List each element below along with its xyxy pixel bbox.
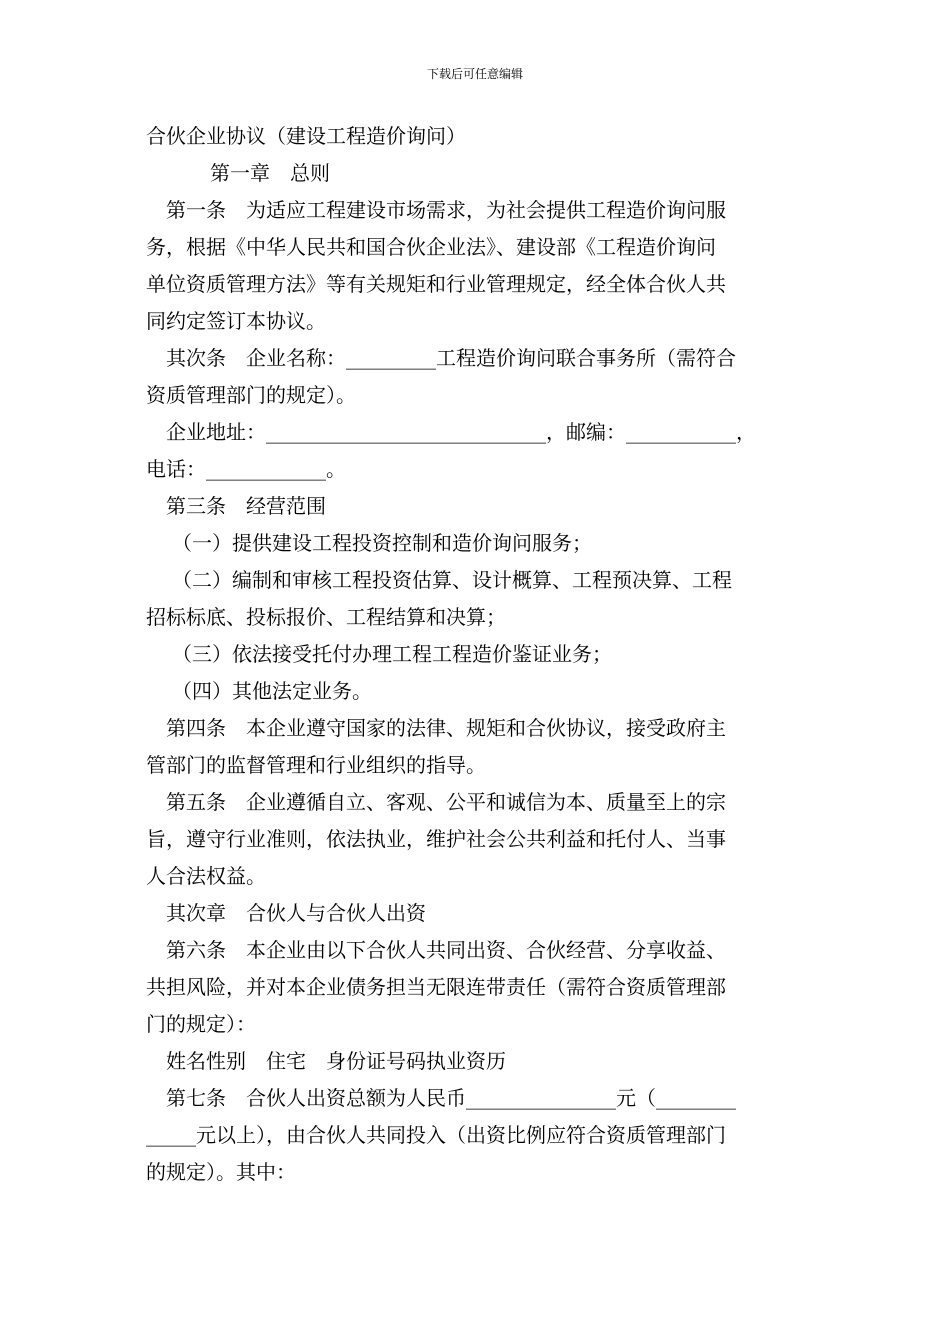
paragraph-line: 招标标底、投标报价、工程结算和决算；	[146, 605, 506, 629]
paragraph-line: 管部门的监督管理和行业组织的指导。	[146, 753, 486, 777]
paragraph-line: 电话：____________。	[146, 457, 346, 481]
paragraph-line: 的规定）。其中：	[146, 1160, 296, 1184]
paragraph-line: 其次条 企业名称：_________工程造价询问联合事务所（需符合	[166, 346, 736, 370]
paragraph-line: _____元以上），由合伙人共同投入（出资比例应符合资质管理部门	[146, 1123, 726, 1147]
paragraph-line: 第六条 本企业由以下合伙人共同出资、合伙经营、分享收益、	[166, 938, 726, 962]
page-header: 下载后可任意编辑	[426, 67, 523, 81]
list-item: （三）依法接受托付办理工程工程造价鉴证业务；	[172, 642, 612, 666]
paragraph-line: 人合法权益。	[146, 864, 266, 888]
document-body	[146, 118, 810, 1191]
paragraph-line: 务，根据《中华人民共和国合伙企业法》、建设部《工程造价询问	[146, 235, 716, 259]
paragraph-line: 企业地址：____________________________，邮编：___________，	[166, 420, 756, 444]
paragraph-line: 共担风险，并对本企业债务担当无限连带责任（需符合资质管理部	[146, 975, 726, 999]
paragraph-line: 第四条 本企业遵守国家的法律、规矩和合伙协议，接受政府主	[166, 716, 726, 740]
paragraph-line: 门的规定）：	[146, 1012, 256, 1036]
paragraph-line: 旨，遵守行业准则，依法执业，维护社会公共利益和托付人、当事	[146, 827, 726, 851]
paragraph-line: 第五条 企业遵循自立、客观、公平和诚信为本、质量至上的宗	[166, 790, 726, 814]
paragraph-line: 第一条 为适应工程建设市场需求，为社会提供工程造价询问服	[166, 198, 726, 222]
chapter-heading: 第一章 总则	[210, 161, 330, 185]
list-item: （一）提供建设工程投资控制和造价询问服务；	[172, 531, 592, 555]
document-title: 合伙企业协议（建设工程造价询问）	[146, 124, 466, 148]
paragraph-line: 资质管理部门的规定）。	[146, 383, 356, 407]
paragraph-line: 同约定签订本协议。	[146, 309, 326, 333]
chapter-heading: 其次章 合伙人与合伙人出资	[166, 901, 426, 925]
paragraph-line: 单位资质管理方法》等有关规矩和行业管理规定，经全体合伙人共	[146, 272, 726, 296]
table-header-line: 姓名性别 住宅 身份证号码执业资历	[166, 1049, 506, 1073]
list-item: （四）其他法定业务。	[172, 679, 372, 703]
article-heading: 第三条 经营范围	[166, 494, 326, 518]
list-item: （二）编制和审核工程投资估算、设计概算、工程预决算、工程	[172, 568, 732, 592]
paragraph-line: 第七条 合伙人出资总额为人民币_______________元（________	[166, 1086, 736, 1110]
